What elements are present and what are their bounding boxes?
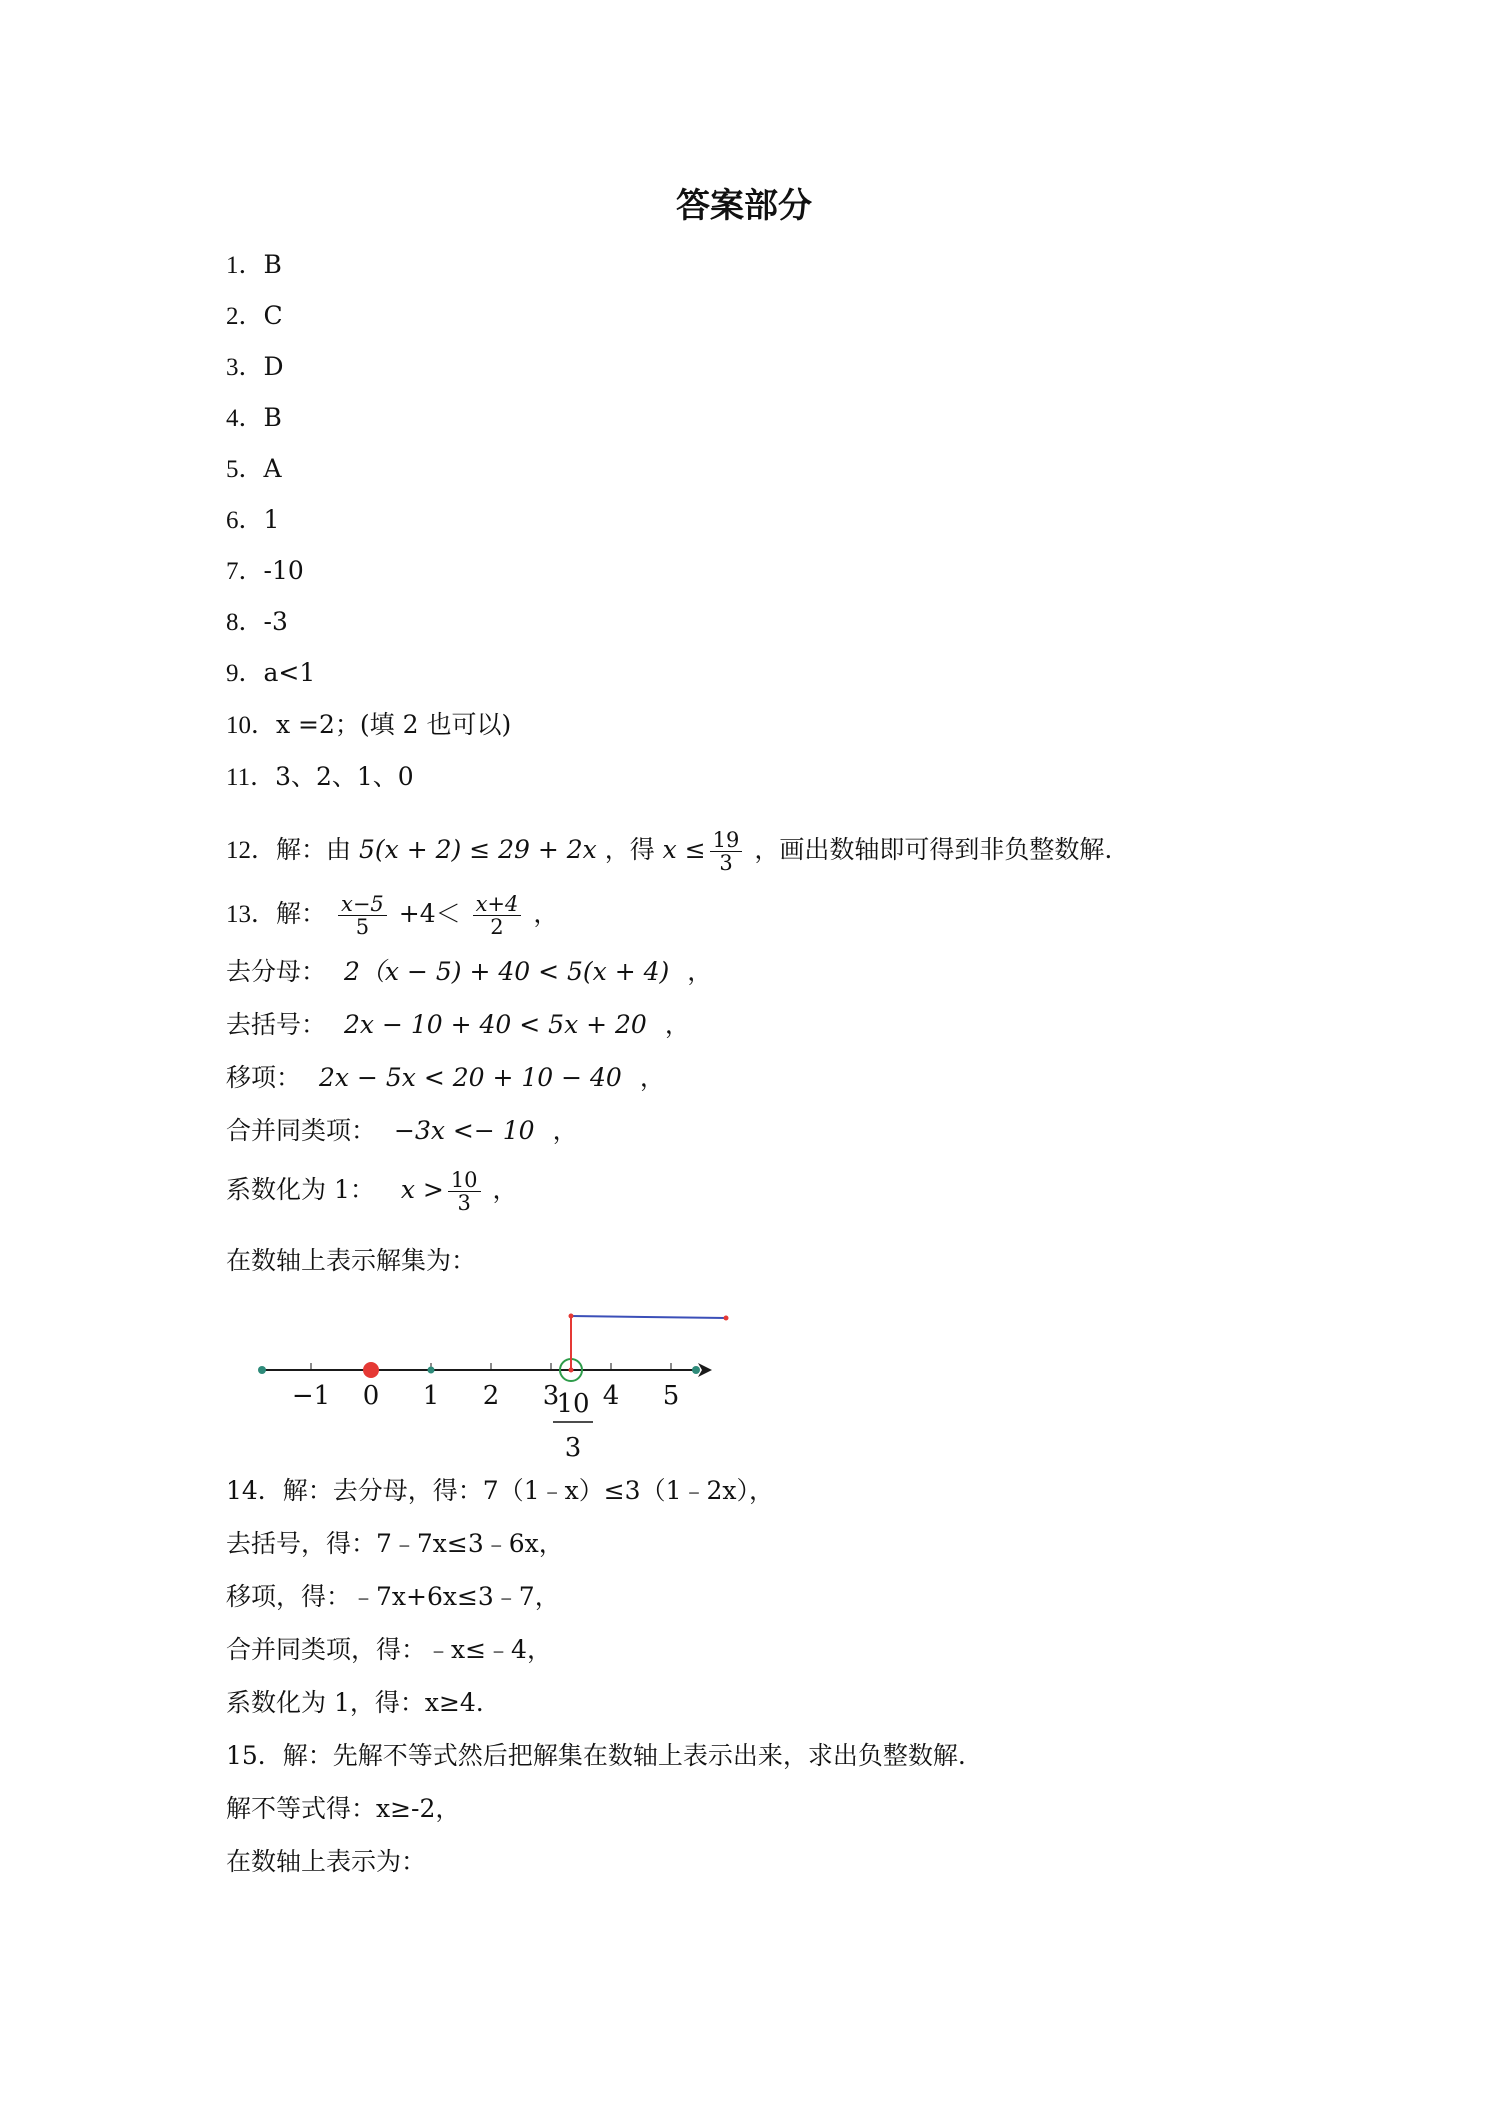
solution-ray xyxy=(571,1316,726,1318)
solution-point xyxy=(568,1368,573,1373)
answer-8: 8．-3 xyxy=(226,607,288,636)
origin-point xyxy=(363,1362,379,1378)
point-one xyxy=(428,1367,435,1374)
number-line-figure xyxy=(250,1300,750,1460)
answer-4: 4．B xyxy=(226,403,282,432)
axis-left-end-point xyxy=(258,1366,266,1374)
q13-step-2: 去括号： 2x − 10 + 40 < 5x + 20 ， xyxy=(226,1010,690,1039)
answer-14-line-2: 去括号，得：7﹣7x≤3﹣6x， xyxy=(226,1529,564,1558)
answer-3: 3．D xyxy=(226,352,284,381)
tick-label: −1 xyxy=(291,1381,331,1411)
tick-label: 5 xyxy=(662,1381,680,1411)
answer-14-line-4: 合并同类项，得：﹣x≤﹣4， xyxy=(226,1635,552,1664)
q13-step-1: 去分母： 2（x − 5) + 40 < 5(x + 4) ， xyxy=(226,957,713,986)
answer-15-line-3: 在数轴上表示为： xyxy=(226,1847,427,1876)
axis-arrow xyxy=(698,1363,712,1377)
page-title: 答案部分 xyxy=(676,186,812,226)
q13-step-4: 合并同类项： −3x <− 10 ， xyxy=(226,1116,578,1145)
q12-fraction: $\frac{19}{3}$ xyxy=(710,829,743,874)
answer-11: 11．3、2、1、0 xyxy=(226,762,414,791)
q13-fraction-left: $\frac{x-5}{5}$ xyxy=(338,893,387,938)
tick-label: 1 xyxy=(422,1381,440,1411)
q13-step-3: 移项： 2x − 5x < 20 + 10 − 40 ， xyxy=(226,1063,665,1092)
answer-5: 5．A xyxy=(226,454,282,483)
answer-14-line-3: 移项，得：﹣7x+6x≤3﹣7， xyxy=(226,1582,560,1611)
answer-9: 9．a<1 xyxy=(226,658,316,687)
tick-label: 4 xyxy=(602,1381,620,1411)
answer-1: 1．B xyxy=(226,250,282,279)
tick-label: 2 xyxy=(482,1381,500,1411)
tick-label: 0 xyxy=(362,1381,380,1411)
q13-fraction-right: $\frac{x+4}{2}$ xyxy=(473,893,522,938)
answer-2: 2．C xyxy=(226,301,283,330)
marker-label-denominator: 3 xyxy=(564,1433,582,1460)
answer-15-line-1: 15．解：先解不等式然后把解集在数轴上表示出来，求出负整数解. xyxy=(226,1741,966,1770)
answer-15-line-2: 解不等式得：x≥-2， xyxy=(226,1794,461,1823)
ray-start-point xyxy=(568,1314,573,1319)
ray-end-point xyxy=(724,1316,729,1321)
answer-14-line-5: 系数化为 1，得：x≥4. xyxy=(226,1688,484,1717)
q13-step-5: 系数化为 1： x > $\frac{10}{3}$ ， xyxy=(226,1168,518,1215)
answer-6: 6．1 xyxy=(226,505,280,534)
answer-13: 13．解： $\frac{x-5}{5}$ +4＜ $\frac{x+4}{2}$ ， xyxy=(226,892,559,939)
q12-inequality: 5(x + 2) ≤ 29 + 2x xyxy=(358,835,597,864)
axis-right-end-point xyxy=(692,1366,700,1374)
tick-label: 3 xyxy=(542,1381,560,1411)
answer-7: 7．-10 xyxy=(226,556,304,585)
answer-12: 12．解：由 5(x + 2) ≤ 29 + 2x ，得 x ≤ $\frac{19}{3}$ ，画出数轴即可得到非负整数解. xyxy=(226,828,1113,875)
answer-10: 10．x =2；(填 2 也可以) xyxy=(226,710,512,739)
q13-axis-caption: 在数轴上表示解集为： xyxy=(226,1246,477,1275)
marker-label-numerator: 10 xyxy=(556,1389,590,1419)
q13-result-fraction: $\frac{10}{3}$ xyxy=(448,1169,481,1214)
answer-14-line-1: 14．解：去分母，得：7（1﹣x）≤3（1﹣2x）， xyxy=(226,1476,774,1505)
